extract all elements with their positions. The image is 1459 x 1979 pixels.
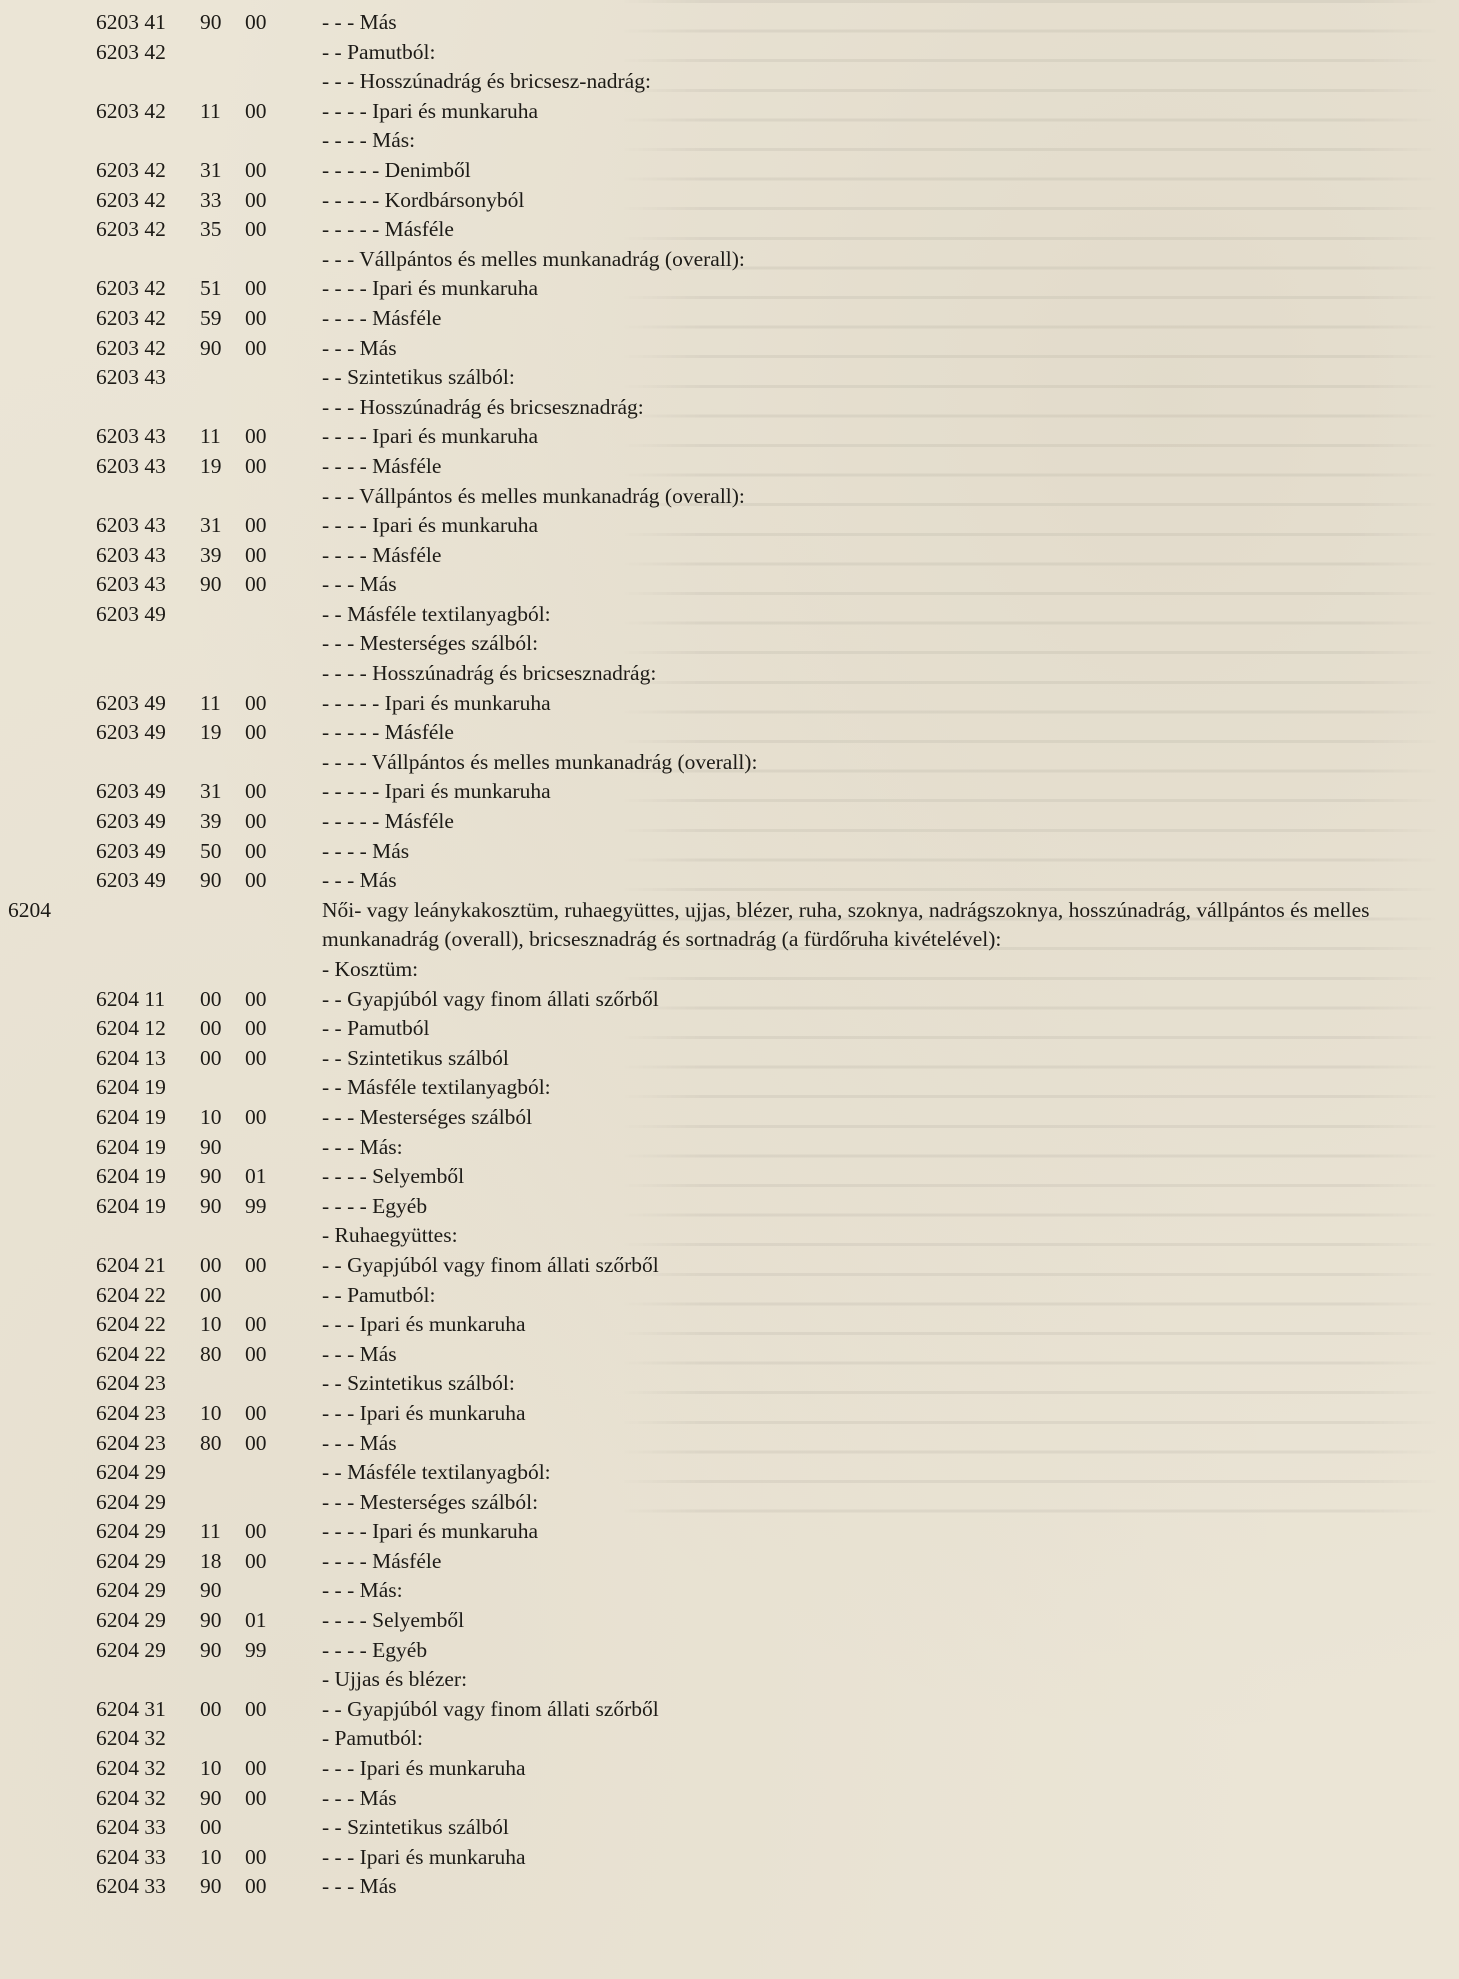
- subheading-code: 90: [200, 1785, 222, 1810]
- item-description: - - - - Selyemből: [322, 1164, 465, 1189]
- table-row: [0, 8, 1459, 38]
- subheading-code: 90: [200, 1193, 222, 1218]
- table-row: [0, 1784, 1459, 1814]
- item-description: - Ruhaegyüttes:: [322, 1223, 458, 1248]
- table-row: [0, 215, 1459, 245]
- item-description: - - - Vállpántos és melles munkanadrág (overall):: [322, 483, 745, 508]
- item-description: - - - - - Másféle: [322, 720, 454, 745]
- item-description: - - - - Másféle: [322, 1548, 442, 1573]
- item-description: - - - - - Másféle: [322, 809, 454, 834]
- item-description: - - - Más: [322, 1430, 397, 1455]
- table-row: [0, 541, 1459, 571]
- hs-code: 6204 22: [96, 1282, 166, 1307]
- hs-code: 6203 42: [96, 157, 166, 182]
- hs-code: 6204 23: [96, 1371, 166, 1396]
- hs-code: 6203 43: [96, 513, 166, 538]
- hs-code: 6203 49: [96, 779, 166, 804]
- national-code: 00: [245, 838, 267, 863]
- item-description: - - Gyapjúból vagy finom állati szőrből: [322, 1696, 659, 1721]
- subheading-code: 90: [200, 572, 222, 597]
- table-row: [0, 363, 1459, 393]
- item-description: - - - - - Ipari és munkaruha: [322, 779, 551, 804]
- item-description: - - - - Selyemből: [322, 1608, 465, 1633]
- item-description: - - - Hosszúnadrág és bricsesz-nadrág:: [322, 69, 651, 94]
- item-description: - - - Vállpántos és melles munkanadrág (overall):: [322, 246, 745, 271]
- national-code: 00: [245, 1519, 267, 1544]
- item-description: Női- vagy leánykakosztüm, ruhaegyüttes, ujjas, blézer, ruha, szoknya, nadrágszoknya, hosszúnadrág, vállpántos és melles munkanadrág (overall), bricsesznadrág és sortnadrág (a fürdőruha kivételével):: [322, 897, 1370, 952]
- table-row: [0, 1843, 1459, 1873]
- item-description: - - Pamutból: [322, 1016, 430, 1041]
- subheading-code: 50: [200, 838, 222, 863]
- item-description: - - Másféle textilanyagból:: [322, 1075, 551, 1100]
- item-description: - - - - Másféle: [322, 453, 442, 478]
- hs-code: 6203 42: [96, 187, 166, 212]
- national-code: 00: [245, 453, 267, 478]
- item-description: - - Másféle textilanyagból:: [322, 1460, 551, 1485]
- national-code: 00: [245, 720, 267, 745]
- table-row: [0, 1369, 1459, 1399]
- item-description: - - Szintetikus szálból: [322, 1815, 509, 1840]
- table-row: [0, 1517, 1459, 1547]
- hs-code: 6204 29: [96, 1489, 166, 1514]
- national-code: 00: [245, 572, 267, 597]
- national-code: 00: [245, 424, 267, 449]
- hs-code: 6204 29: [96, 1608, 166, 1633]
- subheading-code: 90: [200, 10, 222, 34]
- subheading-code: 00: [200, 1282, 222, 1307]
- subheading-code: 80: [200, 1341, 222, 1366]
- item-description: - - - Ipari és munkaruha: [322, 1400, 526, 1425]
- subheading-code: 00: [200, 1045, 222, 1070]
- item-description: - - - - - Kordbársonyból: [322, 187, 525, 212]
- national-code: 00: [245, 1312, 267, 1337]
- subheading-code: 90: [200, 1164, 222, 1189]
- subheading-code: 90: [200, 1578, 222, 1603]
- table-row: [0, 629, 1459, 659]
- hs-code: 6203 42: [96, 39, 166, 64]
- subheading-code: 90: [200, 868, 222, 893]
- subheading-code: 31: [200, 157, 222, 182]
- national-code: 00: [245, 779, 267, 804]
- hs-code: 6203 43: [96, 572, 166, 597]
- table-row: [0, 1310, 1459, 1340]
- hs-code: 6204 31: [96, 1696, 166, 1721]
- hs-code: 6204 19: [96, 1134, 166, 1159]
- national-code: 00: [245, 1785, 267, 1810]
- hs-code: 6204 21: [96, 1252, 166, 1277]
- table-row: [0, 1192, 1459, 1222]
- item-description: - - - Más: [322, 10, 397, 34]
- hs-code: 6203 43: [96, 365, 166, 390]
- item-description: - - - - Egyéb: [322, 1637, 428, 1662]
- table-row: [0, 1073, 1459, 1103]
- subheading-code: 18: [200, 1548, 222, 1573]
- item-description: - - - Mesterséges szálból:: [322, 631, 539, 656]
- national-code: 00: [245, 868, 267, 893]
- national-code: 00: [245, 217, 267, 242]
- item-description: - Kosztüm:: [322, 957, 419, 981]
- hs-code: 6204 23: [96, 1400, 166, 1425]
- subheading-code: 10: [200, 1312, 222, 1337]
- item-description: - - - Más: [322, 868, 397, 893]
- hs-code: 6204 32: [96, 1756, 166, 1781]
- table-row: [0, 1340, 1459, 1370]
- item-description: - - Szintetikus szálból:: [322, 365, 515, 390]
- table-row: [0, 600, 1459, 630]
- hs-code: 6204 12: [96, 1016, 166, 1041]
- national-code: 00: [245, 305, 267, 330]
- hs-code: 6204 32: [96, 1785, 166, 1810]
- item-description: - - - Ipari és munkaruha: [322, 1844, 526, 1869]
- national-code: 00: [245, 542, 267, 567]
- table-row: [0, 67, 1459, 97]
- table-row: [0, 1251, 1459, 1281]
- subheading-code: 51: [200, 276, 222, 301]
- subheading-code: 10: [200, 1400, 222, 1425]
- subheading-code: 31: [200, 779, 222, 804]
- table-row: [0, 718, 1459, 748]
- table-row: [0, 1044, 1459, 1074]
- subheading-code: 19: [200, 720, 222, 745]
- subheading-code: 00: [200, 986, 222, 1011]
- subheading-code: 90: [200, 1874, 222, 1899]
- table-row: [0, 1695, 1459, 1725]
- subheading-code: 10: [200, 1844, 222, 1869]
- table-row: [0, 777, 1459, 807]
- hs-code: 6203 42: [96, 217, 166, 242]
- item-description: - - - - Ipari és munkaruha: [322, 424, 539, 449]
- item-description: - - Gyapjúból vagy finom állati szőrből: [322, 1252, 659, 1277]
- table-row: [0, 334, 1459, 364]
- hs-code: 6203 49: [96, 809, 166, 834]
- item-description: - - - Más: [322, 1785, 397, 1810]
- hs-code: 6203 43: [96, 542, 166, 567]
- hs-code: 6203 41: [96, 10, 166, 34]
- hs-code: 6204 33: [96, 1874, 166, 1899]
- hs-code: 6203 42: [96, 98, 166, 123]
- hs-code: 6204 29: [96, 1460, 166, 1485]
- hs-code: 6203 43: [96, 453, 166, 478]
- subheading-code: 80: [200, 1430, 222, 1455]
- national-code: 00: [245, 1016, 267, 1041]
- hs-code: 6203 49: [96, 690, 166, 715]
- item-description: - - - Más: [322, 1874, 397, 1899]
- subheading-code: 11: [200, 424, 221, 449]
- hs-code: 6203 49: [96, 601, 166, 626]
- subheading-code: 35: [200, 217, 222, 242]
- hs-code: 6204 22: [96, 1312, 166, 1337]
- table-row: [0, 97, 1459, 127]
- national-code: 00: [245, 335, 267, 360]
- national-code: 00: [245, 1341, 267, 1366]
- table-row: [0, 1429, 1459, 1459]
- subheading-code: 11: [200, 1519, 221, 1544]
- subheading-code: 10: [200, 1756, 222, 1781]
- item-description: - - - Mesterséges szálból: [322, 1104, 533, 1129]
- national-code: 99: [245, 1637, 267, 1662]
- hs-code: 6204 29: [96, 1637, 166, 1662]
- item-description: - - - Ipari és munkaruha: [322, 1312, 526, 1337]
- hs-code: 6204: [8, 897, 51, 922]
- table-row: [0, 482, 1459, 512]
- hs-code: 6203 43: [96, 424, 166, 449]
- subheading-code: 90: [200, 335, 222, 360]
- subheading-code: 11: [200, 98, 221, 123]
- subheading-code: 90: [200, 1637, 222, 1662]
- subheading-code: 00: [200, 1696, 222, 1721]
- table-row: [0, 1724, 1459, 1754]
- table-row: [0, 304, 1459, 334]
- heading-row: [0, 896, 1459, 955]
- table-row: [0, 1606, 1459, 1636]
- table-row: [0, 452, 1459, 482]
- table-row: [0, 1162, 1459, 1192]
- subheading-code: 10: [200, 1104, 222, 1129]
- table-row: [0, 186, 1459, 216]
- table-row: [0, 274, 1459, 304]
- table-row: [0, 807, 1459, 837]
- national-code: 00: [245, 1045, 267, 1070]
- table-row: [0, 1458, 1459, 1488]
- national-code: 00: [245, 986, 267, 1011]
- national-code: 00: [245, 1252, 267, 1277]
- national-code: 00: [245, 1696, 267, 1721]
- hs-code: 6204 33: [96, 1815, 166, 1840]
- hs-code: 6204 32: [96, 1726, 166, 1751]
- hs-code: 6203 42: [96, 276, 166, 301]
- table-row: [0, 1014, 1459, 1044]
- hs-code: 6203 49: [96, 720, 166, 745]
- hs-code: 6204 23: [96, 1430, 166, 1455]
- item-description: - - - Más: [322, 572, 397, 597]
- item-description: - - - - Más: [322, 838, 410, 863]
- item-description: - - Pamutból:: [322, 39, 436, 64]
- item-description: - - Szintetikus szálból:: [322, 1371, 515, 1396]
- item-description: - - - - Ipari és munkaruha: [322, 1519, 539, 1544]
- hs-code: 6204 22: [96, 1341, 166, 1366]
- national-code: 00: [245, 1548, 267, 1573]
- item-description: - - - - Ipari és munkaruha: [322, 513, 539, 538]
- table-row: [0, 38, 1459, 68]
- hs-code: 6203 42: [96, 335, 166, 360]
- item-description: - - - - Vállpántos és melles munkanadrág (overall):: [322, 749, 758, 774]
- item-description: - - - Más:: [322, 1134, 403, 1159]
- item-description: - - - - - Ipari és munkaruha: [322, 690, 551, 715]
- item-description: - - - - Másféle: [322, 542, 442, 567]
- national-code: 00: [245, 1400, 267, 1425]
- table-row: [0, 511, 1459, 541]
- item-description: - - - - Egyéb: [322, 1193, 428, 1218]
- national-code: 00: [245, 1844, 267, 1869]
- hs-code: 6204 29: [96, 1519, 166, 1544]
- table-row: [0, 1754, 1459, 1784]
- table-row: [0, 1488, 1459, 1518]
- table-row: [0, 748, 1459, 778]
- subheading-code: 11: [200, 690, 221, 715]
- subheading-code: 00: [200, 1252, 222, 1277]
- national-code: 00: [245, 1430, 267, 1455]
- table-row: [0, 1281, 1459, 1311]
- national-code: 00: [245, 187, 267, 212]
- table-row: [0, 1221, 1459, 1251]
- item-description: - - Gyapjúból vagy finom állati szőrből: [322, 986, 659, 1011]
- national-code: 01: [245, 1164, 267, 1189]
- table-row: [0, 659, 1459, 689]
- hs-code: 6204 33: [96, 1844, 166, 1869]
- hs-code: 6203 49: [96, 868, 166, 893]
- table-row: [0, 689, 1459, 719]
- hs-code: 6204 19: [96, 1193, 166, 1218]
- subheading-code: 59: [200, 305, 222, 330]
- table-row: [0, 955, 1459, 985]
- subheading-code: 33: [200, 187, 222, 212]
- table-row: [0, 1133, 1459, 1163]
- item-description: - - - Mesterséges szálból:: [322, 1489, 539, 1514]
- table-row: [0, 1103, 1459, 1133]
- hs-code: 6203 49: [96, 838, 166, 863]
- item-description: - Pamutból:: [322, 1726, 423, 1751]
- hs-code: 6203 42: [96, 305, 166, 330]
- table-row: [0, 985, 1459, 1015]
- table-row: [0, 126, 1459, 156]
- subheading-code: 19: [200, 453, 222, 478]
- tariff-table: [0, 8, 1459, 1902]
- national-code: 00: [245, 690, 267, 715]
- table-row: [0, 156, 1459, 186]
- table-row: [0, 1547, 1459, 1577]
- table-row: [0, 1872, 1459, 1902]
- national-code: 99: [245, 1193, 267, 1218]
- national-code: 00: [245, 276, 267, 301]
- item-description: - - - Hosszúnadrág és bricsesznadrág:: [322, 394, 644, 419]
- item-description: - - Másféle textilanyagból:: [322, 601, 551, 626]
- subheading-code: 00: [200, 1016, 222, 1041]
- subheading-code: 90: [200, 1134, 222, 1159]
- national-code: 01: [245, 1608, 267, 1633]
- hs-code: 6204 19: [96, 1104, 166, 1129]
- table-row: [0, 393, 1459, 423]
- table-row: [0, 245, 1459, 275]
- subheading-code: 00: [200, 1815, 222, 1840]
- item-description: - - - Más: [322, 335, 397, 360]
- subheading-code: 90: [200, 1608, 222, 1633]
- item-description: - - - Ipari és munkaruha: [322, 1756, 526, 1781]
- table-row: [0, 1576, 1459, 1606]
- table-row: [0, 422, 1459, 452]
- national-code: 00: [245, 157, 267, 182]
- item-description: - - - Más:: [322, 1578, 403, 1603]
- hs-code: 6204 13: [96, 1045, 166, 1070]
- hs-code: 6204 19: [96, 1164, 166, 1189]
- subheading-code: 39: [200, 542, 222, 567]
- item-description: - - - - - Másféle: [322, 217, 454, 242]
- table-row: [0, 1813, 1459, 1843]
- national-code: 00: [245, 1756, 267, 1781]
- national-code: 00: [245, 809, 267, 834]
- item-description: - Ujjas és blézer:: [322, 1667, 468, 1692]
- national-code: 00: [245, 1874, 267, 1899]
- table-row: [0, 866, 1459, 896]
- table-row: [0, 837, 1459, 867]
- hs-code: 6204 29: [96, 1578, 166, 1603]
- hs-code: 6204 19: [96, 1075, 166, 1100]
- item-description: - - - - Hosszúnadrág és bricsesznadrág:: [322, 661, 657, 686]
- hs-code: 6204 11: [96, 986, 166, 1011]
- table-row: [0, 1636, 1459, 1666]
- national-code: 00: [245, 98, 267, 123]
- item-description: - - - - - Denimből: [322, 157, 471, 182]
- item-description: - - Pamutból:: [322, 1282, 436, 1307]
- national-code: 00: [245, 513, 267, 538]
- table-row: [0, 570, 1459, 600]
- item-description: - - Szintetikus szálból: [322, 1045, 509, 1070]
- table-row: [0, 1665, 1459, 1695]
- item-description: - - - - Ipari és munkaruha: [322, 276, 539, 301]
- national-code: 00: [245, 10, 267, 34]
- subheading-code: 39: [200, 809, 222, 834]
- national-code: 00: [245, 1104, 267, 1129]
- item-description: - - - Más: [322, 1341, 397, 1366]
- item-description: - - - - Más:: [322, 128, 416, 153]
- item-description: - - - - Másféle: [322, 305, 442, 330]
- item-description: - - - - Ipari és munkaruha: [322, 98, 539, 123]
- hs-code: 6204 29: [96, 1548, 166, 1573]
- subheading-code: 31: [200, 513, 222, 538]
- table-row: [0, 1399, 1459, 1429]
